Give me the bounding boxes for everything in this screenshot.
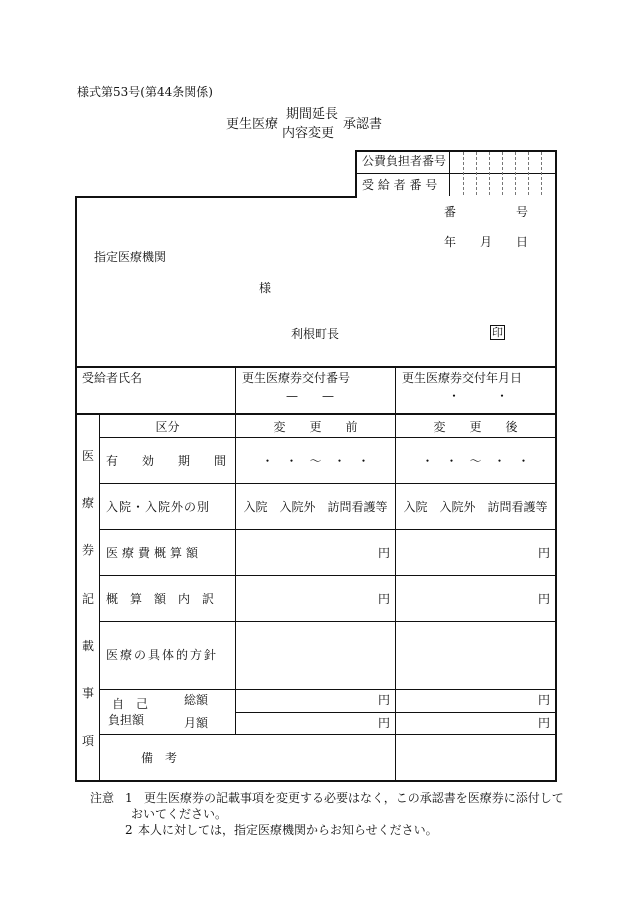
- side-char: 療: [81, 496, 94, 510]
- policy-before-field[interactable]: [236, 622, 395, 689]
- seal-mark: 印: [492, 326, 503, 339]
- issue-date-day: 日: [516, 235, 529, 249]
- yen-unit: 円: [538, 716, 551, 730]
- yen-unit: 円: [378, 716, 391, 730]
- ticket-number-value: — —: [286, 389, 335, 403]
- remarks-field[interactable]: [396, 735, 555, 780]
- designated-institution-label: 指定医療機関: [94, 250, 167, 264]
- side-char: 記: [81, 592, 94, 606]
- self-pay-monthly-after-field[interactable]: [396, 713, 555, 734]
- inpatient-after-field[interactable]: 入院 入院外 訪問看護等: [403, 499, 548, 514]
- issue-number-go: 号: [516, 205, 529, 219]
- row-label-estimated-cost: 医療費概算額: [106, 546, 203, 560]
- self-pay-monthly-before-field[interactable]: [236, 713, 395, 734]
- row-label-self-pay-1: 自 己: [112, 697, 149, 711]
- note-2-number: 2: [125, 823, 133, 837]
- issue-number-ban: 番: [444, 205, 457, 219]
- self-pay-total-label: 総額: [184, 693, 209, 707]
- period-before-field[interactable]: ・ ・ 〜 ・ ・: [261, 453, 370, 468]
- side-char: 項: [81, 734, 94, 748]
- yen-unit: 円: [378, 546, 391, 560]
- breakdown-after-field[interactable]: [396, 576, 555, 621]
- title-option-extension: 期間延長: [286, 107, 339, 122]
- row-label-validity-period: 有 効 期 間: [106, 454, 227, 468]
- title-option-content-change: 内容変更: [282, 126, 335, 141]
- title-end: 承認書: [343, 117, 383, 132]
- title-main: 更生医療: [226, 117, 279, 132]
- side-char: 医: [81, 449, 94, 463]
- estimate-before-field[interactable]: [236, 530, 395, 575]
- issue-date-year: 年: [444, 235, 457, 249]
- honorific-sama: 様: [259, 281, 272, 295]
- payer-number-label: 公費負担者番号: [362, 154, 447, 168]
- column-header-category: 区分: [155, 419, 180, 434]
- note-1-continuation: おいてください。: [131, 807, 228, 821]
- yen-unit: 円: [538, 693, 551, 707]
- row-label-estimate-breakdown: 概 算 額 内 訳: [106, 592, 215, 606]
- column-header-after: 変 更 後: [433, 419, 518, 434]
- ticket-number-label: 更生医療券交付番号: [242, 371, 351, 385]
- breakdown-before-field[interactable]: [236, 576, 395, 621]
- yen-unit: 円: [378, 592, 391, 606]
- recipient-number-label: 受 給 者 番 号: [362, 178, 438, 192]
- inpatient-before-field[interactable]: 入院 入院外 訪問看護等: [243, 499, 388, 514]
- mayor-label: 利根町長: [291, 327, 340, 341]
- ticket-date-label: 更生医療券交付年月日: [402, 371, 523, 385]
- column-header-before: 変 更 前: [273, 419, 358, 434]
- policy-after-field[interactable]: [396, 622, 555, 689]
- note-1-number: 1: [125, 791, 133, 805]
- estimate-after-field[interactable]: [396, 530, 555, 575]
- side-char: 事: [81, 686, 94, 700]
- notes-prefix: 注意: [90, 791, 115, 805]
- yen-unit: 円: [378, 693, 391, 707]
- recipient-name-label: 受給者氏名: [82, 371, 143, 385]
- note-1-text: 更生医療券の記載事項を変更する必要はなく，この承認書を医療券に添付して: [144, 791, 564, 805]
- side-char: 券: [81, 543, 94, 557]
- row-label-self-pay-2: 負担額: [108, 713, 145, 727]
- period-after-field[interactable]: ・ ・ 〜 ・ ・: [421, 453, 530, 468]
- ticket-date-value: ・ ・: [448, 389, 509, 403]
- row-label-inpatient-type: 入院・入院外の別: [106, 500, 211, 514]
- form-number: 様式第53号(第44条関係): [77, 85, 213, 99]
- self-pay-total-after-field[interactable]: [396, 690, 555, 712]
- yen-unit: 円: [538, 592, 551, 606]
- self-pay-total-before-field[interactable]: [236, 690, 395, 712]
- issue-date-month: 月: [480, 235, 493, 249]
- row-label-remarks: 備 考: [141, 751, 178, 765]
- row-label-treatment-policy: 医療の具体的方針: [106, 648, 219, 662]
- note-2-text: 本人に対しては，指定医療機関からお知らせください。: [138, 823, 438, 837]
- yen-unit: 円: [538, 546, 551, 560]
- self-pay-monthly-label: 月額: [184, 716, 209, 730]
- side-char: 載: [81, 639, 94, 653]
